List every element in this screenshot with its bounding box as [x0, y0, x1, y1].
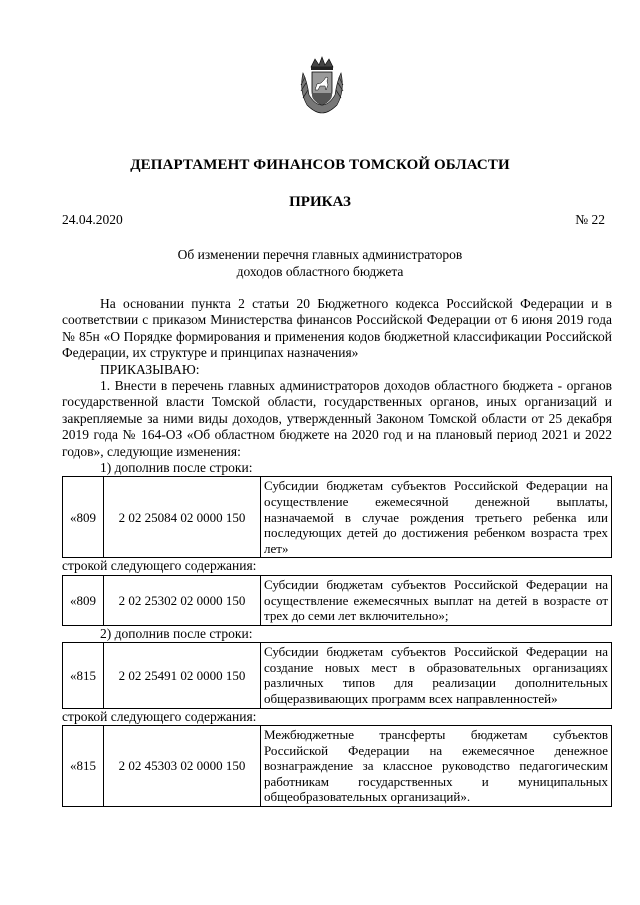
following-line-2: строкой следующего содержания: — [62, 708, 257, 724]
income-description: Субсидии бюджетам субъектов Российской Федерации на осуществление ежемесячных выплат на детей в возрасте от трех до семи лет включительно»; — [261, 575, 612, 625]
admin-code: «815 — [63, 643, 104, 708]
sub-item-2: 2) дополнив после строки: — [100, 625, 253, 641]
order-word: ПРИКАЗЫВАЮ: — [100, 361, 200, 377]
income-description: Субсидии бюджетам субъектов Российской Федерации на создание новых мест в образовательных организациях различных типов для реализации дополнительных общеразвивающих программ всех направленностей» — [261, 643, 612, 708]
budget-code: 2 02 45303 02 0000 150 — [104, 726, 261, 807]
order-date: 24.04.2020 — [62, 212, 123, 227]
table-row-4 — [62, 725, 612, 807]
subject-line-1: Об изменении перечня главных администраторов — [177, 247, 463, 262]
order-number: № 22 — [575, 212, 605, 227]
item-1-paragraph: 1. Внести в перечень главных администраторов доходов областного бюджета - органов государственной власти Томской области, государственных органов, иных организаций и закрепляемые за ними виды доходов, утвержденный Законом Томской области от 25 декабря 2019 года № 164-ОЗ «Об областном бюджете на 2020 год и на плановый период 2021 и 2022 годов», следующие изменения: — [62, 378, 612, 459]
following-line-1: строкой следующего содержания: — [62, 558, 257, 574]
order-body — [62, 296, 612, 807]
income-description: Субсидии бюджетам субъектов Российской Федерации на осуществление ежемесячной денежной выплаты, назначаемой в случае рождения третьего ребенка или последующих детей до достижения ребенком возраста трех лет» — [261, 477, 612, 558]
order-title: ПРИКАЗ — [289, 194, 351, 210]
budget-code: 2 02 25302 02 0000 150 — [104, 575, 261, 625]
budget-code: 2 02 25084 02 0000 150 — [104, 477, 261, 558]
table-row-1 — [62, 476, 612, 558]
admin-code: «809 — [63, 575, 104, 625]
department-name: ДЕПАРТАМЕНТ ФИНАНСОВ ТОМСКОЙ ОБЛАСТИ — [130, 157, 510, 173]
order-subject — [0, 246, 640, 280]
admin-code: «809 — [63, 477, 104, 558]
preamble-paragraph: На основании пункта 2 статьи 20 Бюджетного кодекса Российской Федерации и в соответствии с приказом Министерства финансов Российской Федерации от 6 июня 2019 года № 85н «О Порядке формирования и применения кодов бюджетной классификации Российской Федерации, их структуре и принципах назначения» — [62, 296, 612, 361]
admin-code: «815 — [63, 726, 104, 807]
income-description: Межбюджетные трансферты бюджетам субъектов Российской Федерации на ежемесячное денежное вознаграждение за классное руководство педагогическим работникам государственных и муниципальных общеобразовательных организаций». — [261, 726, 612, 807]
sub-item-1: 1) дополнив после строки: — [100, 460, 253, 476]
budget-code: 2 02 25491 02 0000 150 — [104, 643, 261, 708]
table-row-2 — [62, 575, 612, 626]
subject-line-2: доходов областного бюджета — [236, 264, 404, 279]
table-row-3 — [62, 642, 612, 708]
tomsk-coat-of-arms-icon — [297, 55, 347, 115]
